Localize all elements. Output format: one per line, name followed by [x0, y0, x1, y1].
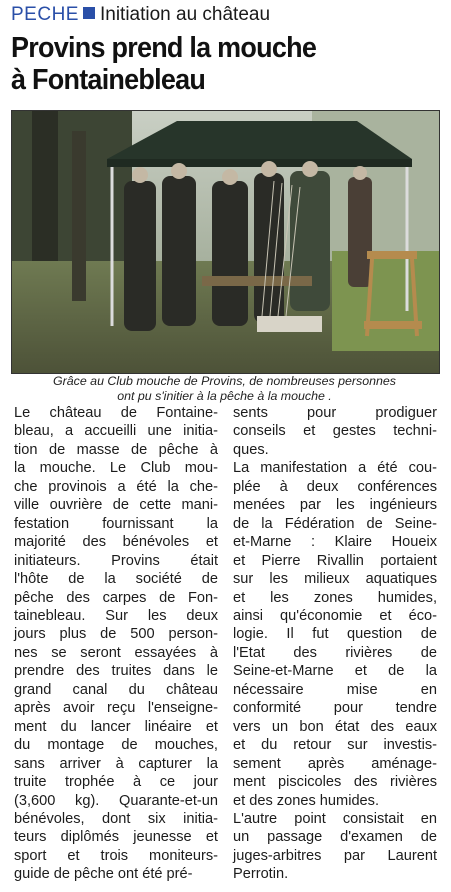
- body-column-left: [14, 404, 218, 884]
- article-topic: Initiation au château: [99, 4, 271, 25]
- article-photo: [11, 110, 440, 374]
- caption-line-2: ont pu s'initier à la pêche à la mouche .: [117, 389, 332, 403]
- body-line: La manifestation a été cou-: [233, 460, 437, 477]
- body-column-right: [233, 404, 437, 884]
- body-line: conseils et gestes techni-: [233, 423, 437, 440]
- body-line: conformité pour tendre: [233, 700, 437, 717]
- body-line: prendre des truites dans le: [14, 663, 218, 680]
- body-line: nécessaire mise en: [233, 681, 437, 698]
- body-line: Seine-et-Marne et de la: [233, 663, 437, 680]
- body-line: ment piscicoles des rivières: [233, 774, 437, 791]
- body-line: guide de pêche ont été pré-: [14, 866, 193, 883]
- body-line: (3,600 kg). Quarante-et-un: [14, 792, 218, 809]
- body-line: pêche des carpes de Fon-: [14, 589, 218, 606]
- body-line: che provinois a été la che-: [14, 478, 218, 495]
- body-line: de la Fédération de Seine-: [233, 515, 437, 532]
- body-line: et du retour sur investis-: [233, 737, 437, 754]
- body-line: Le château de Fontaine-: [14, 405, 218, 421]
- body-line: initiateurs. Provins était: [14, 552, 218, 569]
- body-line: sport et trois moniteurs-: [14, 847, 218, 864]
- body-line: menées par les ingénieurs: [233, 497, 437, 514]
- body-line: ainsi qu'économie et éco-: [233, 607, 437, 624]
- body-line: majorité des bénévoles et: [14, 534, 218, 551]
- body-line: logie. Il fut question de: [233, 626, 437, 643]
- body-line: tion de masse de pêche à: [14, 441, 218, 458]
- body-line: plée à deux conférences: [233, 478, 437, 495]
- body-line: et Pierre Rivallin portaient: [233, 552, 437, 569]
- photo-illustration: [12, 111, 439, 373]
- square-bullet-icon: [83, 7, 95, 19]
- caption-line-1: Grâce au Club mouche de Provins, de nombreuses personnes: [53, 374, 396, 388]
- body-line: l'hôte de la société de: [14, 571, 218, 588]
- body-line: tainebleau. Sur les deux: [14, 607, 218, 624]
- body-line: vers un bon état des eaux: [233, 718, 437, 735]
- body-line: truite trophée à ce jour: [14, 774, 218, 791]
- body-line: Perrotin.: [233, 866, 289, 883]
- body-line: jours plus de 500 person-: [14, 626, 218, 643]
- body-line: après avoir reçu l'enseigne-: [14, 700, 218, 717]
- body-line: festation fournissant la: [14, 515, 218, 532]
- body-line: sur les milieux aquatiques: [233, 571, 437, 588]
- body-line: grand canal du château: [14, 681, 218, 698]
- body-line: et-Marne : Klaire Houeix: [233, 534, 437, 551]
- article-kicker: [11, 4, 441, 26]
- body-line: ques.: [233, 441, 269, 458]
- body-line: bénévoles, dont six initia-: [14, 810, 218, 827]
- body-line: l'Etat des rivières de: [233, 644, 437, 661]
- body-line: nes se seront essayées à: [14, 644, 218, 661]
- section-label: PECHE: [11, 4, 79, 25]
- headline-line-1: Provins prend la mouche: [11, 32, 317, 64]
- body-line: sents pour prodiguer: [233, 405, 437, 421]
- body-line: la mouche. Le Club mou-: [14, 460, 218, 477]
- body-line: L'autre point consistait en: [233, 810, 437, 827]
- body-line: ville ouvrière de cette mani-: [14, 497, 218, 514]
- body-line: et des zones humides.: [233, 792, 380, 809]
- body-line: du montage de mouches,: [14, 737, 218, 754]
- article-headline: [11, 32, 413, 96]
- photo-caption: [11, 374, 438, 404]
- headline-line-2: à Fontainebleau: [11, 64, 206, 96]
- body-line: bleau, a accueilli une initia-: [14, 423, 218, 440]
- body-line: teurs diplômés jeunesse et: [14, 829, 218, 846]
- body-line: un passage d'examen de: [233, 829, 437, 846]
- body-line: et les zones humides,: [233, 589, 437, 606]
- body-line: sans arriver à capturer la: [14, 755, 218, 772]
- body-line: sement après aménage-: [233, 755, 437, 772]
- body-line: ment du lancer linéaire et: [14, 718, 218, 735]
- body-line: juges-arbitres par Laurent: [233, 847, 437, 864]
